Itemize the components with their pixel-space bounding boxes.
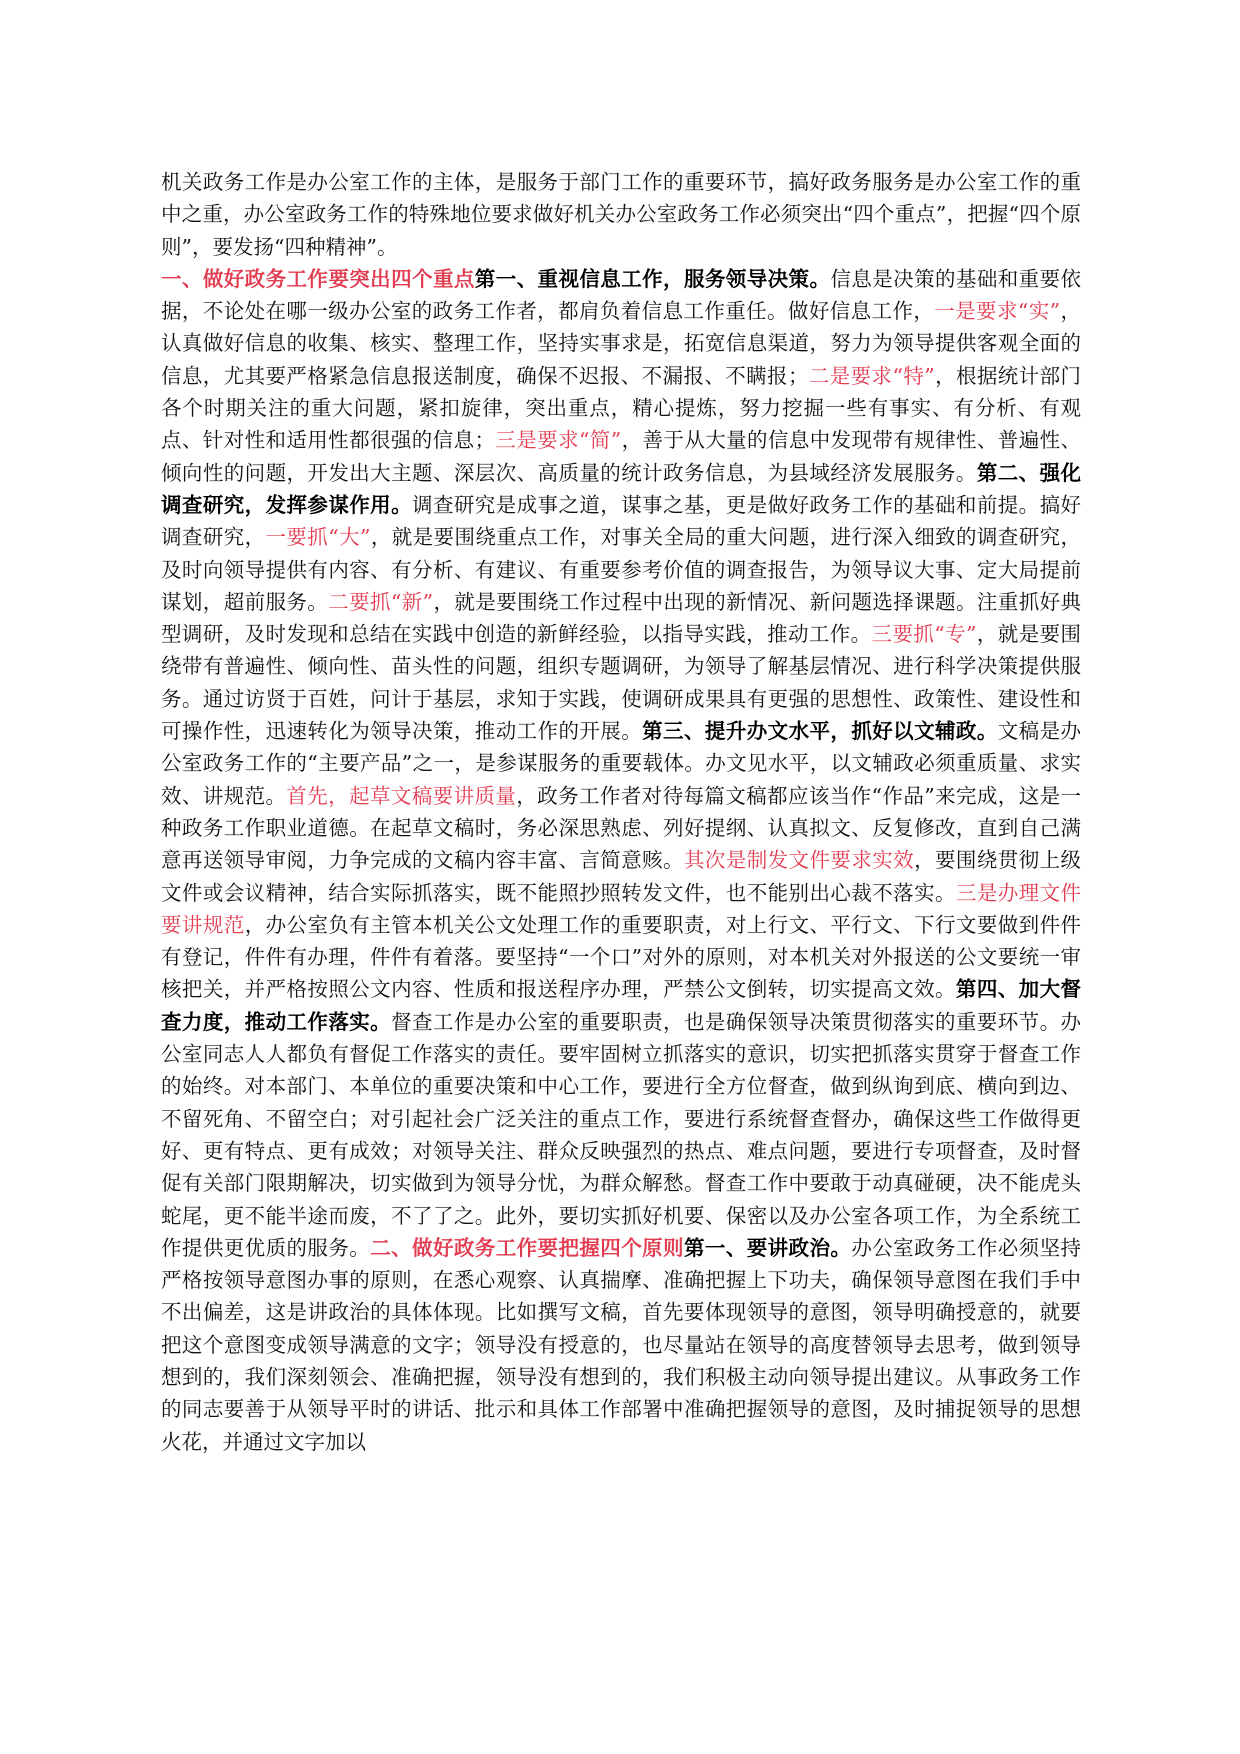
highlight-text: 二要抓“新” [328,589,434,614]
body-text-run: 文稿是办公室政务工作的“主要产品”之一，是参谋服务的重要载体。办文见水平，以文辅政必须重质量、求实效、讲规范。 [161,719,1082,808]
subheading: 第二、强化调查研究，发挥参谋作用。 [161,460,1082,517]
body-text-run: 信息是决策的基础和重要依据，不论处在哪一级办公室的政务工作者，都肩负着信息工作重任。做好信息工作， [161,266,1082,324]
body-text-run: ，办公室负有主管本机关公文处理工作的重要职责，对上行文、平行文、下行文要做到件件有登记，件件有办理，件件有着落。要坚持“一个口”对外的原则，对本机关对外报送的公文要统一审核把关，并严格按照公文内容、性质和报送程序办理，严禁公文倒转，切实提高文效。 [161,912,1082,1002]
body-text-run: ，就是要围绕重点工作，对事关全局的重大问题，进行深入细致的调查研究，及时向领导提供有内容、有分析、有建议、有重要参考价值的调查报告，为领导议大事、定大局提前谋划，超前服务。 [161,525,1081,614]
intro-paragraph: 机关政务工作是办公室工作的主体，是服务于部门工作的重要环节，搞好政务服务是办公室工作的重中之重，办公室政务工作的特殊地位要求做好机关办公室政务工作必须突出“四个重点”，把握“四个原则”，要发扬“四种精神”。 [161,170,1081,259]
body-text-run: 调查研究是成事之道，谋事之基，更是做好政务工作的基础和前提。搞好调查研究， [161,492,1082,550]
subheading: 第一、重视信息工作，服务领导决策。 [474,266,831,291]
highlight-text: 首先，起草文稿要讲质量 [286,783,517,808]
highlight-text: 一要抓“大” [265,525,371,550]
body-text-run: ，就是要围绕带有普遍性、倾向性、苗头性的问题，组织专题调研，为领导了解基层情况、进行科学决策提供服务。通过访贤于百姓，问计于基层，求知于实践，使调研成果具有更强的思想性、政策性、建设性和可操作性，迅速转化为领导决策，推动工作的开展。 [161,622,1081,744]
highlight-text: 一是要求“实” [934,299,1061,324]
body-text-run: ，要围绕贯彻上级文件或会议精神，结合实际抓落实，既不能照抄照转发文件，也不能别出心裁不落实。 [161,848,1082,905]
document-body [161,166,1081,1458]
body-text-run: ，认真做好信息的收集、核实、整理工作，坚持实事求是，拓宽信息渠道，努力为领导提供客观全面的信息，尤其要严格紧急信息报送制度，确保不迟报、不漏报、不瞒报； [161,299,1082,388]
section-heading: 二、做好政务工作要把握四个原则 [370,1235,684,1260]
highlight-text: 三是要求“简” [494,428,622,453]
body-text-run: 督查工作是办公室的重要职责，也是确保领导决策贯彻落实的重要环节。办公室同志人人都负有督促工作落实的责任。要牢固树立抓落实的意识，切实把抓落实贯穿于督查工作的始终。对本部门、本单位的重要决策和中心工作，要进行全方位督查，做到纵询到底、横向到边、不留死角、不留空白；对引起社会广泛关注的重点工作，要进行系统督查督办，确保这些工作做得更好、更有特点、更有成效；对领导关注、群众反映强烈的热点、难点问题，要进行专项督查，及时督促有关部门限期解决，切实做到为领导分忧，为群众解愁。督查工作中要敢于动真碰硬，决不能虎头蛇尾，更不能半途而废，不了了之。此外，要切实抓好机要、保密以及办公室各项工作，为全系统工作提供更优质的服务。 [161,1009,1082,1260]
subheading: 第四、加大督查力度，推动工作落实。 [161,977,1081,1034]
body-text-run: ，善于从大量的信息中发现带有规律性、普遍性、倾向性的问题，开发出大主题、深层次、高质量的统计政务信息，为县域经济发展服务。 [161,428,1081,485]
body-text-run: ，就是要围绕工作过程中出现的新情况、新问题选择课题。注重抓好典型调研，及时发现和总结在实践中创造的新鲜经验，以指导实践，推动工作。 [161,589,1081,647]
body-text-run: ，根据统计部门各个时期关注的重大问题，紧扣旋律，突出重点，精心提炼，努力挖掘一些有事实、有分析、有观点、针对性和适用性都很强的信息； [161,363,1081,453]
highlight-text: 三要抓“专” [871,622,977,647]
subheading: 第三、提升办文水平，抓好以文辅政。 [642,719,998,744]
subheading: 第一、要讲政治。 [683,1235,852,1260]
highlight-text: 三是办理文件要讲规范 [161,880,1081,937]
section-heading: 一、做好政务工作要突出四个重点 [161,266,475,291]
body-text-run: 办公室政务工作必须坚持严格按领导意图办事的原则，在悉心观察、认真揣摩、准确把握上下功夫，确保领导意图在我们手中不出偏差，这是讲政治的具体体现。比如撰写文稿，首先要体现领导的意图，领导明确授意的，就要把这个意图变成领导满意的文字；领导没有授意的，也尽量站在领导的高度替领导去思考，做到领导想到的，我们深刻领会、准确把握，领导没有想到的，我们积极主动向领导提出建议。从事政务工作的同志要善于从领导平时的讲话、批示和具体工作部署中准确把握领导的意图，及时捕捉领导的思想火花，并通过文字加以 [161,1235,1082,1454]
highlight-text: 其次是制发文件要求实效 [683,848,915,873]
main-paragraph [161,263,1081,1458]
body-text-run: ，政务工作者对待每篇文稿都应该当作“作品”来完成，这是一种政务工作职业道德。在起草文稿时，务必深思熟虑、列好提纲、认真拟文、反复修改，直到自己满意再送领导审阅，力争完成的文稿内容丰富、言简意赅。 [161,783,1081,873]
highlight-text: 二是要求“特” [808,363,935,388]
